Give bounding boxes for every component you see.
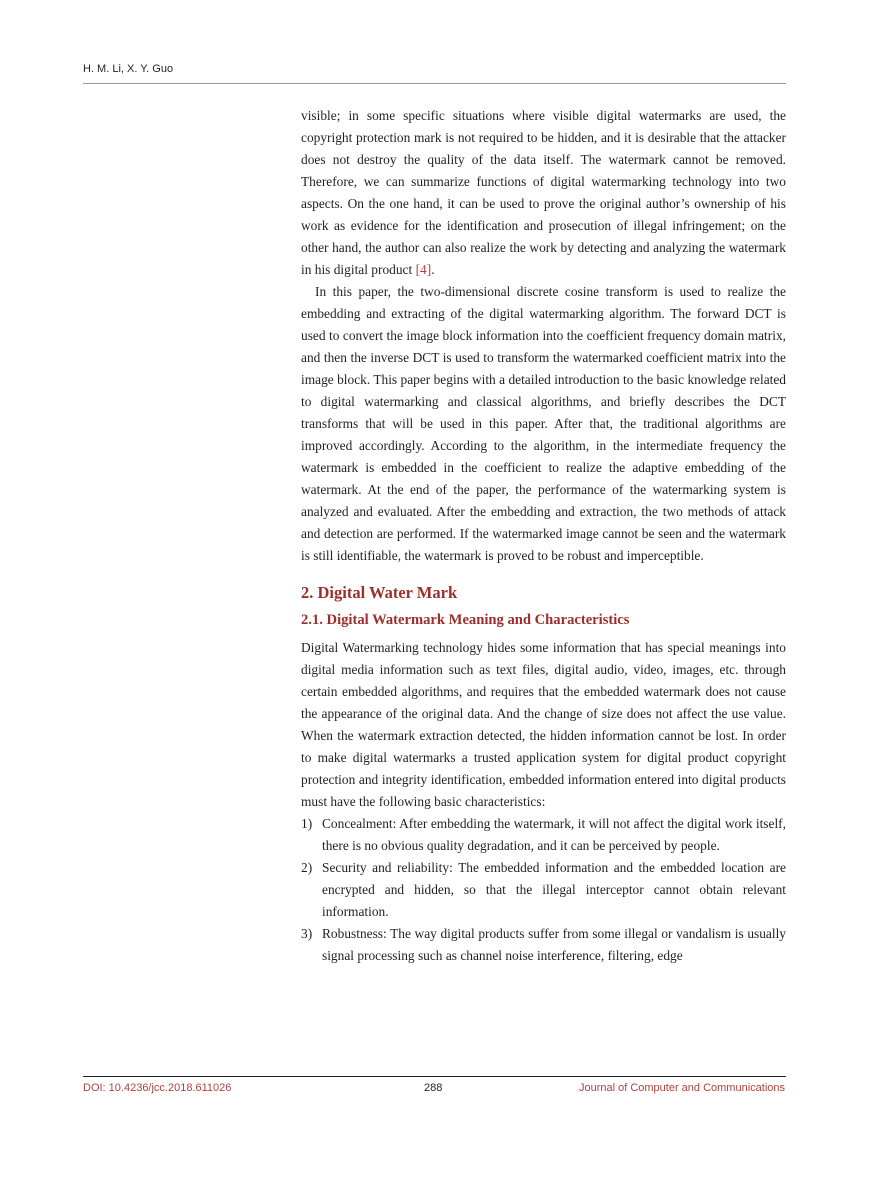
doi-link[interactable]: DOI: 10.4236/jcc.2018.611026 — [83, 1082, 232, 1094]
list-item-number: 1) — [301, 816, 313, 831]
list-item — [301, 923, 786, 967]
citation-link[interactable]: [4] — [415, 262, 432, 277]
paragraph-3: Digital Watermarking technology hides some information that has special meanings into digital media information such as text files, digital audio, video, images, etc. through certain embedded algorithms, and requires that the embedded watermark does not cause the appearance of the original data. And the change of size does not affect the use value. When the watermark extraction detected, the hidden information cannot be lost. In order to make digital watermarks a trusted application system for digital product copyright protection and integrity identification, embedded information entered into digital products must have the following basic characteristics: — [301, 640, 786, 809]
list-item-number: 2) — [301, 860, 313, 875]
running-head-authors: H. M. Li, X. Y. Guo — [83, 63, 174, 75]
paragraph-1 — [301, 105, 786, 281]
paragraph-2: In this paper, the two-dimensional discrete cosine transform is used to realize the embedding and extracting of the digital watermarking algorithm. The forward DCT is used to convert the image block information into the coefficient frequency domain matrix, and then the inverse DCT is used to transform the watermarked coefficient matrix into the image block. This paper begins with a detailed introduction to the basic knowledge related to digital watermarking and classical algorithms, and briefly describes the DCT transforms that will be used in this paper. After that, the traditional algorithms are improved accordingly. According to the algorithm, in the intermediate frequency the watermark is embedded in the coefficient to realize the adaptive embedding of the watermark. At the end of the paper, the performance of the watermarking system is analyzed and evaluated. After the embedding and extraction, the two methods of attack and detection are performed. If the watermarked image cannot be seen and the watermark is still identifiable, the watermark is proved to be robust and imperceptible. — [301, 284, 786, 563]
paragraph-1-text: visible; in some specific situations where visible digital watermarks are used, the copyright protection mark is not required to be hidden, and it is desirable that the attacker does not destroy the quality of the data itself. The watermark cannot be removed. Therefore, we can summarize functions of digital watermarking technology into two aspects. On the one hand, it can be used to prove the original author’s ownership of his work as evidence for the identification and prosecution of illegal infringement; on the other hand, the author can also realize the work by detecting and analyzing the watermark in his digital product — [301, 108, 786, 277]
paragraph-1-end: . — [431, 262, 435, 277]
main-text-column — [301, 105, 786, 967]
list-item-text: Security and reliability: The embedded information and the embedded location are encrypted and hidden, so that the illegal interceptor cannot obtain relevant information. — [322, 860, 786, 919]
list-item — [301, 813, 786, 857]
page-number: 288 — [424, 1082, 443, 1094]
list-item-text: Concealment: After embedding the watermark, it will not affect the digital work itself, there is no obvious quality degradation, and it can be perceived by people. — [322, 816, 786, 853]
section-heading: 2. Digital Water Mark — [301, 583, 458, 602]
header-divider — [83, 83, 786, 84]
characteristics-list — [301, 813, 786, 967]
journal-name-link[interactable]: Journal of Computer and Communications — [578, 1082, 785, 1094]
list-item — [301, 857, 786, 923]
subsection-heading: 2.1. Digital Watermark Meaning and Characteristics — [301, 612, 630, 628]
list-item-text: Robustness: The way digital products suffer from some illegal or vandalism is usually signal processing such as channel noise interference, filtering, edge — [322, 926, 786, 963]
list-item-number: 3) — [301, 926, 313, 941]
footer-divider — [83, 1076, 786, 1077]
